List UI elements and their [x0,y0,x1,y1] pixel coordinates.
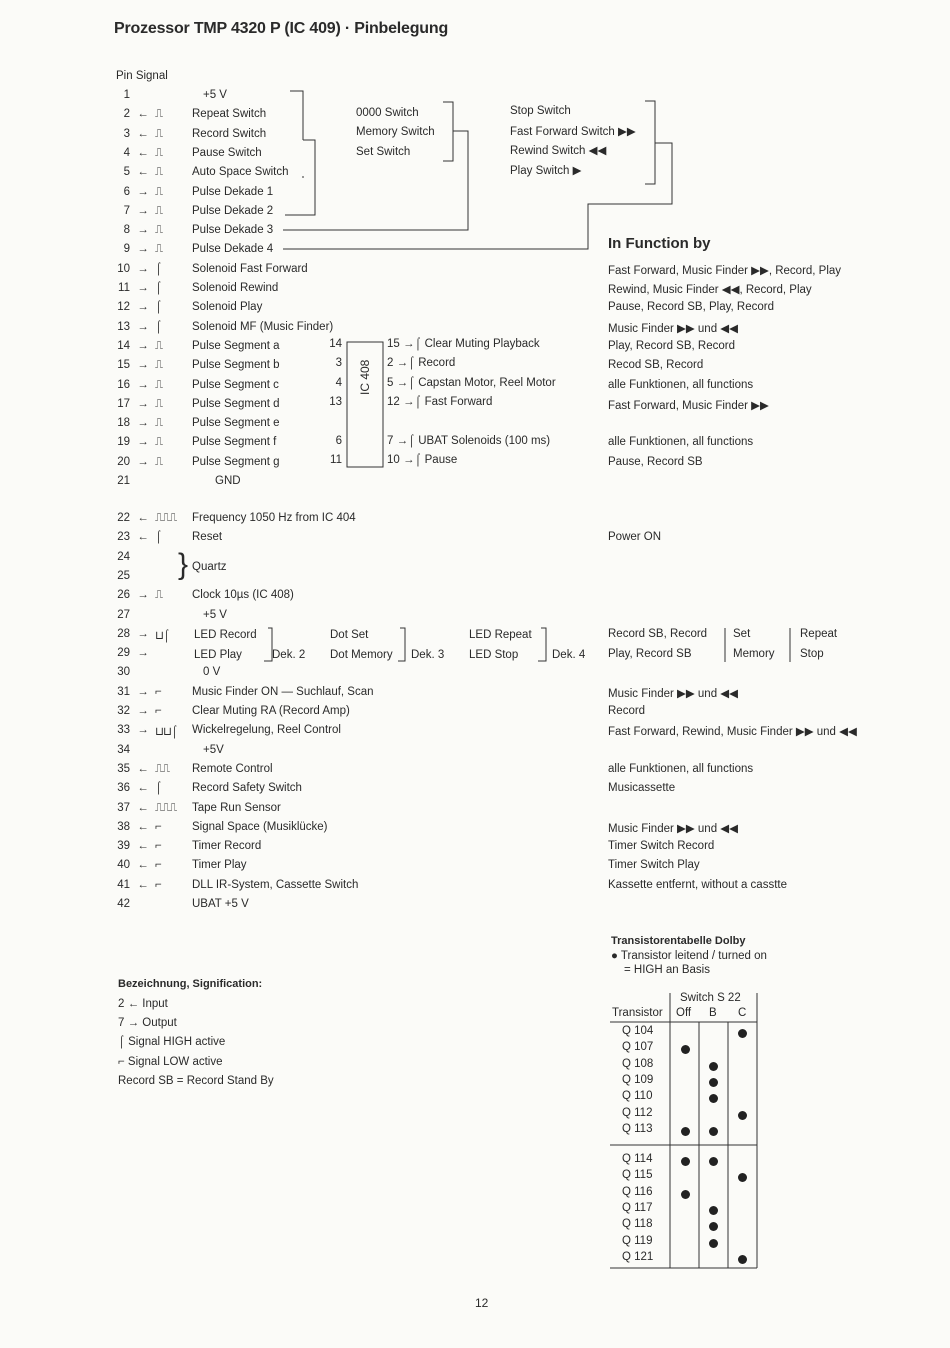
transistor-heading: Transistorentabelle Dolby [611,935,746,947]
ic408-in-pin: 3 [335,357,342,370]
transistor-name: Q 107 [622,1041,654,1054]
on-dot-c [738,1111,747,1120]
pin-waveform: ⊔⌠ [155,629,169,642]
switch-0000: 0000 Switch [356,107,419,119]
pin-waveform: ⎍⎍ [155,762,170,775]
pin-signal: DLL IR-System, Cassette Switch [192,878,359,891]
pin-direction: ← [137,166,149,179]
pin-number: 35 [117,762,130,775]
pin-signal: 0 V [203,666,221,679]
pin-direction: → [137,685,149,698]
pin-signal: Pulse Dekade 1 [192,185,274,198]
pin-direction: → [137,185,149,198]
pin-signal: Timer Record [192,840,262,853]
pin-function: Music Finder ▶▶ und ◀◀ [608,822,738,835]
transistor-name: Q 114 [622,1153,653,1165]
pin-number: 36 [117,782,130,795]
pin-waveform: ⌐ [155,820,161,833]
col-off: Off [676,1007,692,1019]
pin-direction: → [137,589,149,602]
transistor-note1: ● Transistor leitend / turned on [611,950,767,962]
pin-direction: → [137,359,149,372]
pin-waveform: ⎍ [155,436,163,449]
pin-direction: → [137,627,149,640]
transistor-name: Q 117 [622,1201,653,1214]
pin-waveform: ⎍ [155,378,163,391]
dot-memory: Dot Memory [330,649,393,661]
pin-number: 13 [117,320,130,333]
col-transistor: Transistor [612,1007,663,1019]
pin-number: 18 [117,417,130,430]
pin-direction: ← [137,108,149,121]
transistor-note2: = HIGH an Basis [624,964,710,976]
pin-number: 15 [117,359,130,372]
func-28-b: Set [733,628,751,640]
pin-number: 28 [117,627,130,640]
pin-number: 31 [117,685,130,698]
ic408-label: IC 408 [358,359,372,395]
pin-signal: Remote Control [192,762,273,775]
pin-direction: → [137,339,149,352]
pin-signal: Pause Switch [192,146,262,159]
pin-direction: → [137,282,149,294]
pin-function: Fast Forward, Music Finder ▶▶, Record, Play [608,264,842,277]
pin-waveform: ⎍ [155,589,163,602]
pin-function: Kassette entfernt, without a casstte [608,878,787,891]
pin-number: 14 [117,339,130,352]
func-28-a: Record SB, Record [608,628,708,640]
pin-direction: → [137,417,149,430]
led-repeat: LED Repeat [469,629,532,641]
transistor-name: Q 112 [622,1106,653,1119]
pin-number: 17 [117,397,130,410]
pin-waveform: ⌠ [155,282,161,294]
dot-set: Dot Set [330,629,369,641]
transistor-name: Q 110 [622,1090,653,1103]
pin-number: 25 [117,569,130,582]
pin-waveform: ⎍⎍⎍ [155,801,177,814]
pin-waveform: ⎍ [155,185,163,198]
pin-number: 10 [117,262,130,275]
pin-waveform: ⎍ [155,397,163,410]
dek4: Dek. 4 [552,649,586,661]
pin-function: Timer Switch Play [608,859,700,872]
pin-direction: → [137,320,149,333]
pin-number: 19 [117,436,130,449]
ic408-in-pin: 14 [329,338,342,350]
pin-signal: Solenoid MF (Music Finder) [192,320,334,333]
pin-direction: ← [137,859,149,872]
ic408-output: 7 →⌠ UBAT Solenoids (100 ms) [387,434,551,447]
pin-waveform: ⊔⊔⌠ [155,726,177,739]
pin-waveform: ⌐ [155,685,161,698]
pin-waveform: ⎍ [155,146,163,159]
pin-signal: Record Switch [192,127,267,140]
pin-number: 6 [123,185,130,198]
pin-number: 21 [117,475,130,487]
pin-signal: Repeat Switch [192,108,267,121]
pin-number: 38 [117,820,130,833]
pin-number: 24 [117,550,130,563]
led-record: LED Record [194,629,257,641]
pin-function: Music Finder ▶▶ und ◀◀ [608,322,738,335]
pin-direction: → [137,724,149,737]
pin-signal: Pulse Dekade 2 [192,204,274,217]
pin-number: 34 [117,743,130,756]
pin-waveform: ⌠ [155,262,161,275]
switch-rewind: Rewind Switch ◀◀ [510,145,607,157]
on-dot-b [709,1157,718,1166]
legend-output: 7 → Output [118,1017,177,1029]
transistor-name: Q 109 [622,1073,654,1086]
pin-number: 8 [123,224,130,237]
pin-signal: +5 V [203,608,227,621]
transistor-name: Q 104 [622,1025,654,1037]
on-dot-c [738,1029,747,1038]
ic408-in-pin: 13 [329,395,342,408]
pin-function: Rewind, Music Finder ◀◀, Record, Play [608,284,812,296]
pin-signal: +5 V [203,89,227,101]
page-number: 12 [475,1296,489,1310]
pin-direction: → [137,705,149,717]
pin-function: Music Finder ▶▶ und ◀◀ [608,687,738,700]
ic408-output: 5 →⌠ Capstan Motor, Reel Motor [387,376,556,389]
pin-direction: ← [137,840,149,853]
pin-signal: Wickelregelung, Reel Control [192,724,341,737]
pin-direction: → [137,436,149,449]
pin-signal: Pulse Dekade 4 [192,243,274,256]
switch-ff: Fast Forward Switch ▶▶ [510,126,636,138]
pin-direction: ← [137,146,149,159]
ic408-output: 2 →⌠ Record [387,357,456,370]
ic408-output: 12 →⌠ Fast Forward [387,395,493,408]
quartz-brace: } [178,548,189,581]
on-dot-b [709,1239,718,1248]
legend-high: ⌠ Signal HIGH active [118,1036,226,1048]
transistor-name: Q 119 [622,1234,653,1247]
pin-number: 23 [117,531,130,544]
transistor-name: Q 115 [622,1169,653,1182]
pin-waveform: ⎍ [155,455,163,468]
pin-direction: → [137,262,149,275]
pin-waveform: ⌐ [155,840,161,853]
switch-memory: Memory Switch [356,126,435,138]
pin-number: 4 [123,146,130,159]
pin-number: 12 [117,301,130,314]
pin-direction: → [137,378,149,391]
on-dot-off [681,1157,690,1166]
pin-waveform: ⌐ [155,878,161,891]
switch-play: Play Switch ▶ [510,165,582,177]
pin-signal: Pulse Segment d [192,397,280,410]
pin-direction: → [137,301,149,314]
col-c: C [738,1007,747,1019]
pin-signal: Pulse Segment b [192,359,280,372]
pin-waveform: ⎍ [155,243,163,256]
ic408-in-pin: 11 [330,453,342,466]
switch-set: Set Switch [356,146,411,158]
pin-direction: → [137,243,149,256]
pin-signal: Pulse Dekade 3 [192,224,274,237]
pin-signal: Clear Muting RA (Record Amp) [192,705,350,717]
ic408-output: 15 →⌠ Clear Muting Playback [387,338,540,350]
pin-function: Play, Record SB, Record [608,339,735,352]
on-dot-c [738,1255,747,1264]
func-28-c: Repeat [800,628,838,640]
legend-heading: Bezeichnung, Signification: [118,978,263,990]
pin-signal: GND [215,475,241,487]
pin-waveform: ⎍ [155,417,163,430]
pin-signal: Pulse Segment g [192,455,280,468]
pin-signal: Pulse Segment a [192,339,280,352]
pin-number: 1 [123,89,130,101]
pin-signal: Signal Space (Musiklücke) [192,820,328,833]
pin-number: 40 [117,859,130,872]
pin-number: 41 [117,878,130,891]
pin-number: 33 [117,724,130,737]
pin-direction: ← [137,512,149,524]
pin-function: Record [608,705,646,717]
pin-number: 27 [117,608,130,621]
pin-number: 30 [117,666,130,679]
pin-number: 16 [117,378,130,391]
transistor-name: Q 116 [622,1185,653,1198]
pin-number: 2 [123,108,130,121]
led-play: LED Play [194,649,242,661]
pin-function: alle Funktionen, all functions [608,436,754,449]
pin-number: 7 [123,204,130,217]
pin-direction: → [137,204,149,217]
pin-function: Fast Forward, Music Finder ▶▶ [608,399,769,412]
pin-waveform: ⌐ [155,859,161,872]
pin-direction: ← [137,820,149,833]
pin-function: alle Funktionen, all functions [608,762,754,775]
dek3: Dek. 3 [411,649,445,661]
pin-waveform: ⎍ [155,224,163,237]
pin-signal: Clock 10µs (IC 408) [192,589,294,602]
pin-number: 5 [123,166,130,179]
pin-signal: Tape Run Sensor [192,801,281,814]
pin-number: 42 [117,898,130,910]
page-title: Prozessor TMP 4320 P (IC 409) · Pinbelegung [114,20,449,37]
pin-function: Timer Switch Record [608,840,715,853]
transistor-name: Q 118 [622,1218,653,1231]
pin-direction: ← [137,801,149,814]
pin-direction: ← [137,762,149,775]
pin-signal: Solenoid Rewind [192,282,279,294]
pin-waveform: ⌠ [155,531,161,544]
pin-signal: Pulse Segment e [192,417,280,430]
pin-direction: ← [137,531,149,544]
transistor-name: Q 113 [622,1122,653,1135]
pin-waveform: ⎍⎍⎍ [155,512,177,524]
pin-waveform: ⎍ [155,204,163,217]
pin-signal: Auto Space Switch [192,166,289,179]
dek2: Dek. 2 [272,649,306,661]
on-dot-b [709,1206,718,1215]
pin-function: alle Funktionen, all functions [608,378,754,391]
pin-function: Power ON [608,531,662,544]
pin-direction: → [137,224,149,237]
pin-header: Pin Signal [116,70,168,82]
pin-signal: Solenoid Play [192,301,263,314]
on-dot-b [709,1078,718,1087]
legend-low: ⌐ Signal LOW active [118,1056,223,1068]
switch-label: Switch S 22 [680,992,741,1004]
pin-signal: Record Safety Switch [192,782,302,795]
pin-function: Pause, Record SB [608,455,703,468]
legend-input: 2 ← Input [118,998,168,1010]
func-29-a: Play, Record SB [608,648,692,660]
pin-number: 26 [117,589,130,602]
pin-waveform: ⎍ [155,359,163,372]
pin-number: 29 [117,647,130,660]
pin-function: Musicassette [608,782,676,795]
pin-direction: ← [137,782,149,795]
transistor-name: Q 108 [622,1057,654,1070]
pin-waveform: ⎍ [155,127,163,140]
on-dot-b [709,1127,718,1136]
pin-number: 11 [118,282,130,294]
ic408-output: 10 →⌠ Pause [387,453,458,466]
pin-signal: Music Finder ON — Suchlauf, Scan [192,685,374,698]
pin-function: Recod SB, Record [608,359,704,372]
pin-function: Fast Forward, Rewind, Music Finder ▶▶ und ◀◀ [608,726,857,739]
pin-signal: +5V [203,743,224,756]
pin-direction: → [137,647,149,660]
pin-signal: Frequency 1050 Hz from IC 404 [192,512,356,524]
pin-number: 9 [123,243,130,256]
pin-direction: ← [137,127,149,140]
led-stop: LED Stop [469,649,519,661]
pin-number: 22 [117,512,130,524]
transistor-name: Q 121 [622,1250,654,1263]
pin-waveform: ⌠ [155,301,161,314]
pin-waveform: ⌐ [155,705,161,717]
pin-signal: Solenoid Fast Forward [192,262,308,275]
pin-signal: UBAT +5 V [192,898,249,910]
func-29-c: Stop [800,648,824,660]
pin-signal: Pulse Segment c [192,378,279,391]
pin-signal: Timer Play [192,859,247,872]
pin-direction: → [137,397,149,410]
pin-waveform: ⌠ [155,782,161,795]
pin-number: 32 [117,705,130,717]
pin-direction: ← [137,878,149,891]
pin-waveform: ⎍ [155,166,163,179]
pin-number: 37 [117,801,130,814]
pin-number: 3 [123,127,130,140]
on-dot-off [681,1190,690,1199]
pin-signal: Pulse Segment f [192,436,277,449]
legend-sb: Record SB = Record Stand By [118,1075,274,1087]
in-function-title: In Function by [608,235,711,252]
pin-number: 20 [117,455,130,468]
col-b: B [709,1007,717,1019]
func-29-b: Memory [733,648,775,660]
pin-signal: Reset [192,531,223,544]
pin-function: Pause, Record SB, Play, Record [608,301,774,314]
pin-waveform: ⌠ [155,320,161,333]
pin-waveform: ⎍ [155,108,163,121]
quartz-label: Quartz [192,561,227,573]
pin-direction: → [137,455,149,468]
ic408-in-pin: 4 [335,376,342,389]
pin-number: 39 [117,840,130,853]
on-dot-b [709,1062,718,1071]
ic408-in-pin: 6 [335,434,342,447]
pin-waveform: ⎍ [155,339,163,352]
switch-stop: Stop Switch [510,105,571,117]
on-dot-off [681,1127,690,1136]
